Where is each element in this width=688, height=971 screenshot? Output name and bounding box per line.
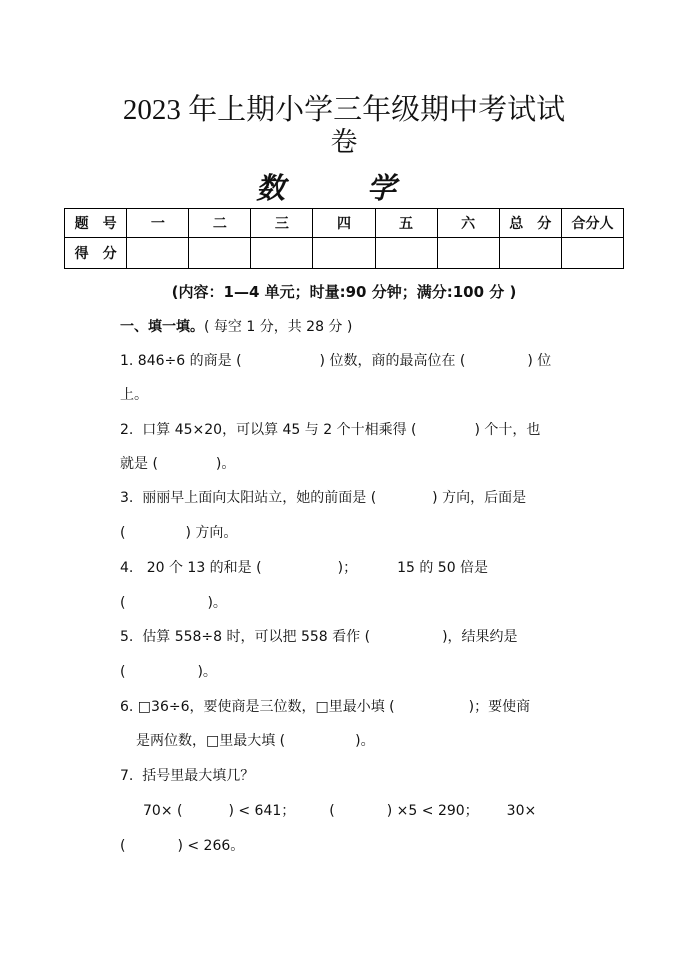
question-text: 2. 口算 45×20，可以算 45 与 2 个十相乘得 ( xyxy=(120,422,417,438)
score-cell xyxy=(127,238,189,269)
question-text: )。 xyxy=(215,456,236,472)
question-text: 是两位数，□里最大填 ( xyxy=(136,733,286,749)
score-header-cell: 题 号 xyxy=(65,209,127,238)
question-7-cont xyxy=(120,836,244,856)
question-text: 1. 846÷6 的商是 ( xyxy=(120,353,242,369)
question-5 xyxy=(120,627,518,647)
score-table-header-row xyxy=(65,209,624,238)
question-text: ) 方向，后面是 xyxy=(432,490,527,506)
score-header-cell: 五 xyxy=(375,209,437,238)
score-cell xyxy=(313,238,375,269)
question-text: 70× ( xyxy=(143,803,183,819)
question-3-cont xyxy=(120,523,237,543)
score-cell xyxy=(499,238,561,269)
question-4 xyxy=(120,558,488,578)
question-1 xyxy=(120,351,551,371)
question-2-cont xyxy=(120,454,235,474)
question-text: )。 xyxy=(207,595,227,611)
question-7-items xyxy=(143,801,536,821)
question-text: ) ×5 < 290； xyxy=(386,803,479,819)
question-text: )； xyxy=(337,560,358,576)
question-text: 5. 估算 558÷8 时，可以把 558 看作 ( xyxy=(120,629,371,645)
section-title: 一、填一填。 xyxy=(120,319,204,335)
question-text: 4. 20 个 13 的和是 ( xyxy=(120,560,262,576)
score-header-cell: 三 xyxy=(251,209,313,238)
score-header-cell: 六 xyxy=(437,209,499,238)
score-header-cell: 合分人 xyxy=(561,209,623,238)
question-text: )。 xyxy=(355,733,375,749)
question-text: ( xyxy=(120,595,126,611)
question-2 xyxy=(120,420,540,440)
exam-title xyxy=(0,93,688,157)
score-header-cell: 四 xyxy=(313,209,375,238)
question-text: ) 位 xyxy=(527,353,552,369)
score-header-cell: 总 分 xyxy=(499,209,561,238)
question-3 xyxy=(120,488,526,508)
score-header-cell: 一 xyxy=(127,209,189,238)
question-text: 3. 丽丽早上面向太阳站立，她的前面是 ( xyxy=(120,490,377,506)
score-row-label: 得 分 xyxy=(65,238,127,269)
question-text: )；要使商 xyxy=(468,699,531,715)
question-text: ) < 641； xyxy=(228,803,296,819)
score-cell xyxy=(251,238,313,269)
title-line-2: 卷 xyxy=(330,127,358,157)
question-text: 就是 ( xyxy=(120,456,158,472)
score-cell xyxy=(375,238,437,269)
question-text: ( xyxy=(329,803,335,819)
score-cell xyxy=(189,238,251,269)
subject-heading: 数 学 xyxy=(255,171,433,205)
score-header-cell: 二 xyxy=(189,209,251,238)
question-7: 7. 括号里最大填几？ xyxy=(120,768,255,784)
question-text: ) 方向。 xyxy=(185,525,238,541)
score-cell xyxy=(437,238,499,269)
question-6-cont xyxy=(136,731,375,751)
question-6 xyxy=(120,697,530,717)
question-text: )，结果约是 xyxy=(442,629,518,645)
score-cell xyxy=(561,238,623,269)
question-text: ) < 266。 xyxy=(177,838,245,854)
question-text: ) 个十，也 xyxy=(474,422,541,438)
question-text: )。 xyxy=(197,664,217,680)
section-heading xyxy=(120,317,352,337)
question-text: 15 的 50 倍是 xyxy=(397,560,489,576)
question-4-cont xyxy=(120,593,227,613)
section-note: ( 每空 1 分，共 28 分 ) xyxy=(204,319,353,335)
exam-info: (内容：1—4 单元；时量:90 分钟；满分:100 分 ) xyxy=(171,283,517,301)
question-text: ( xyxy=(120,838,126,854)
question-text: ) 位数，商的最高位在 ( xyxy=(319,353,466,369)
question-text: ( xyxy=(120,664,126,680)
question-1-cont: 上。 xyxy=(120,387,148,403)
title-line-1: 2023 年上期小学三年级期中考试试 xyxy=(122,94,566,126)
question-5-cont xyxy=(120,662,217,682)
question-text: 6. □36÷6，要使商是三位数，□里最小填 ( xyxy=(120,699,395,715)
score-table-score-row xyxy=(65,238,624,269)
score-table xyxy=(64,208,624,269)
question-text: 30× xyxy=(506,803,537,819)
question-text: ( xyxy=(120,525,126,541)
